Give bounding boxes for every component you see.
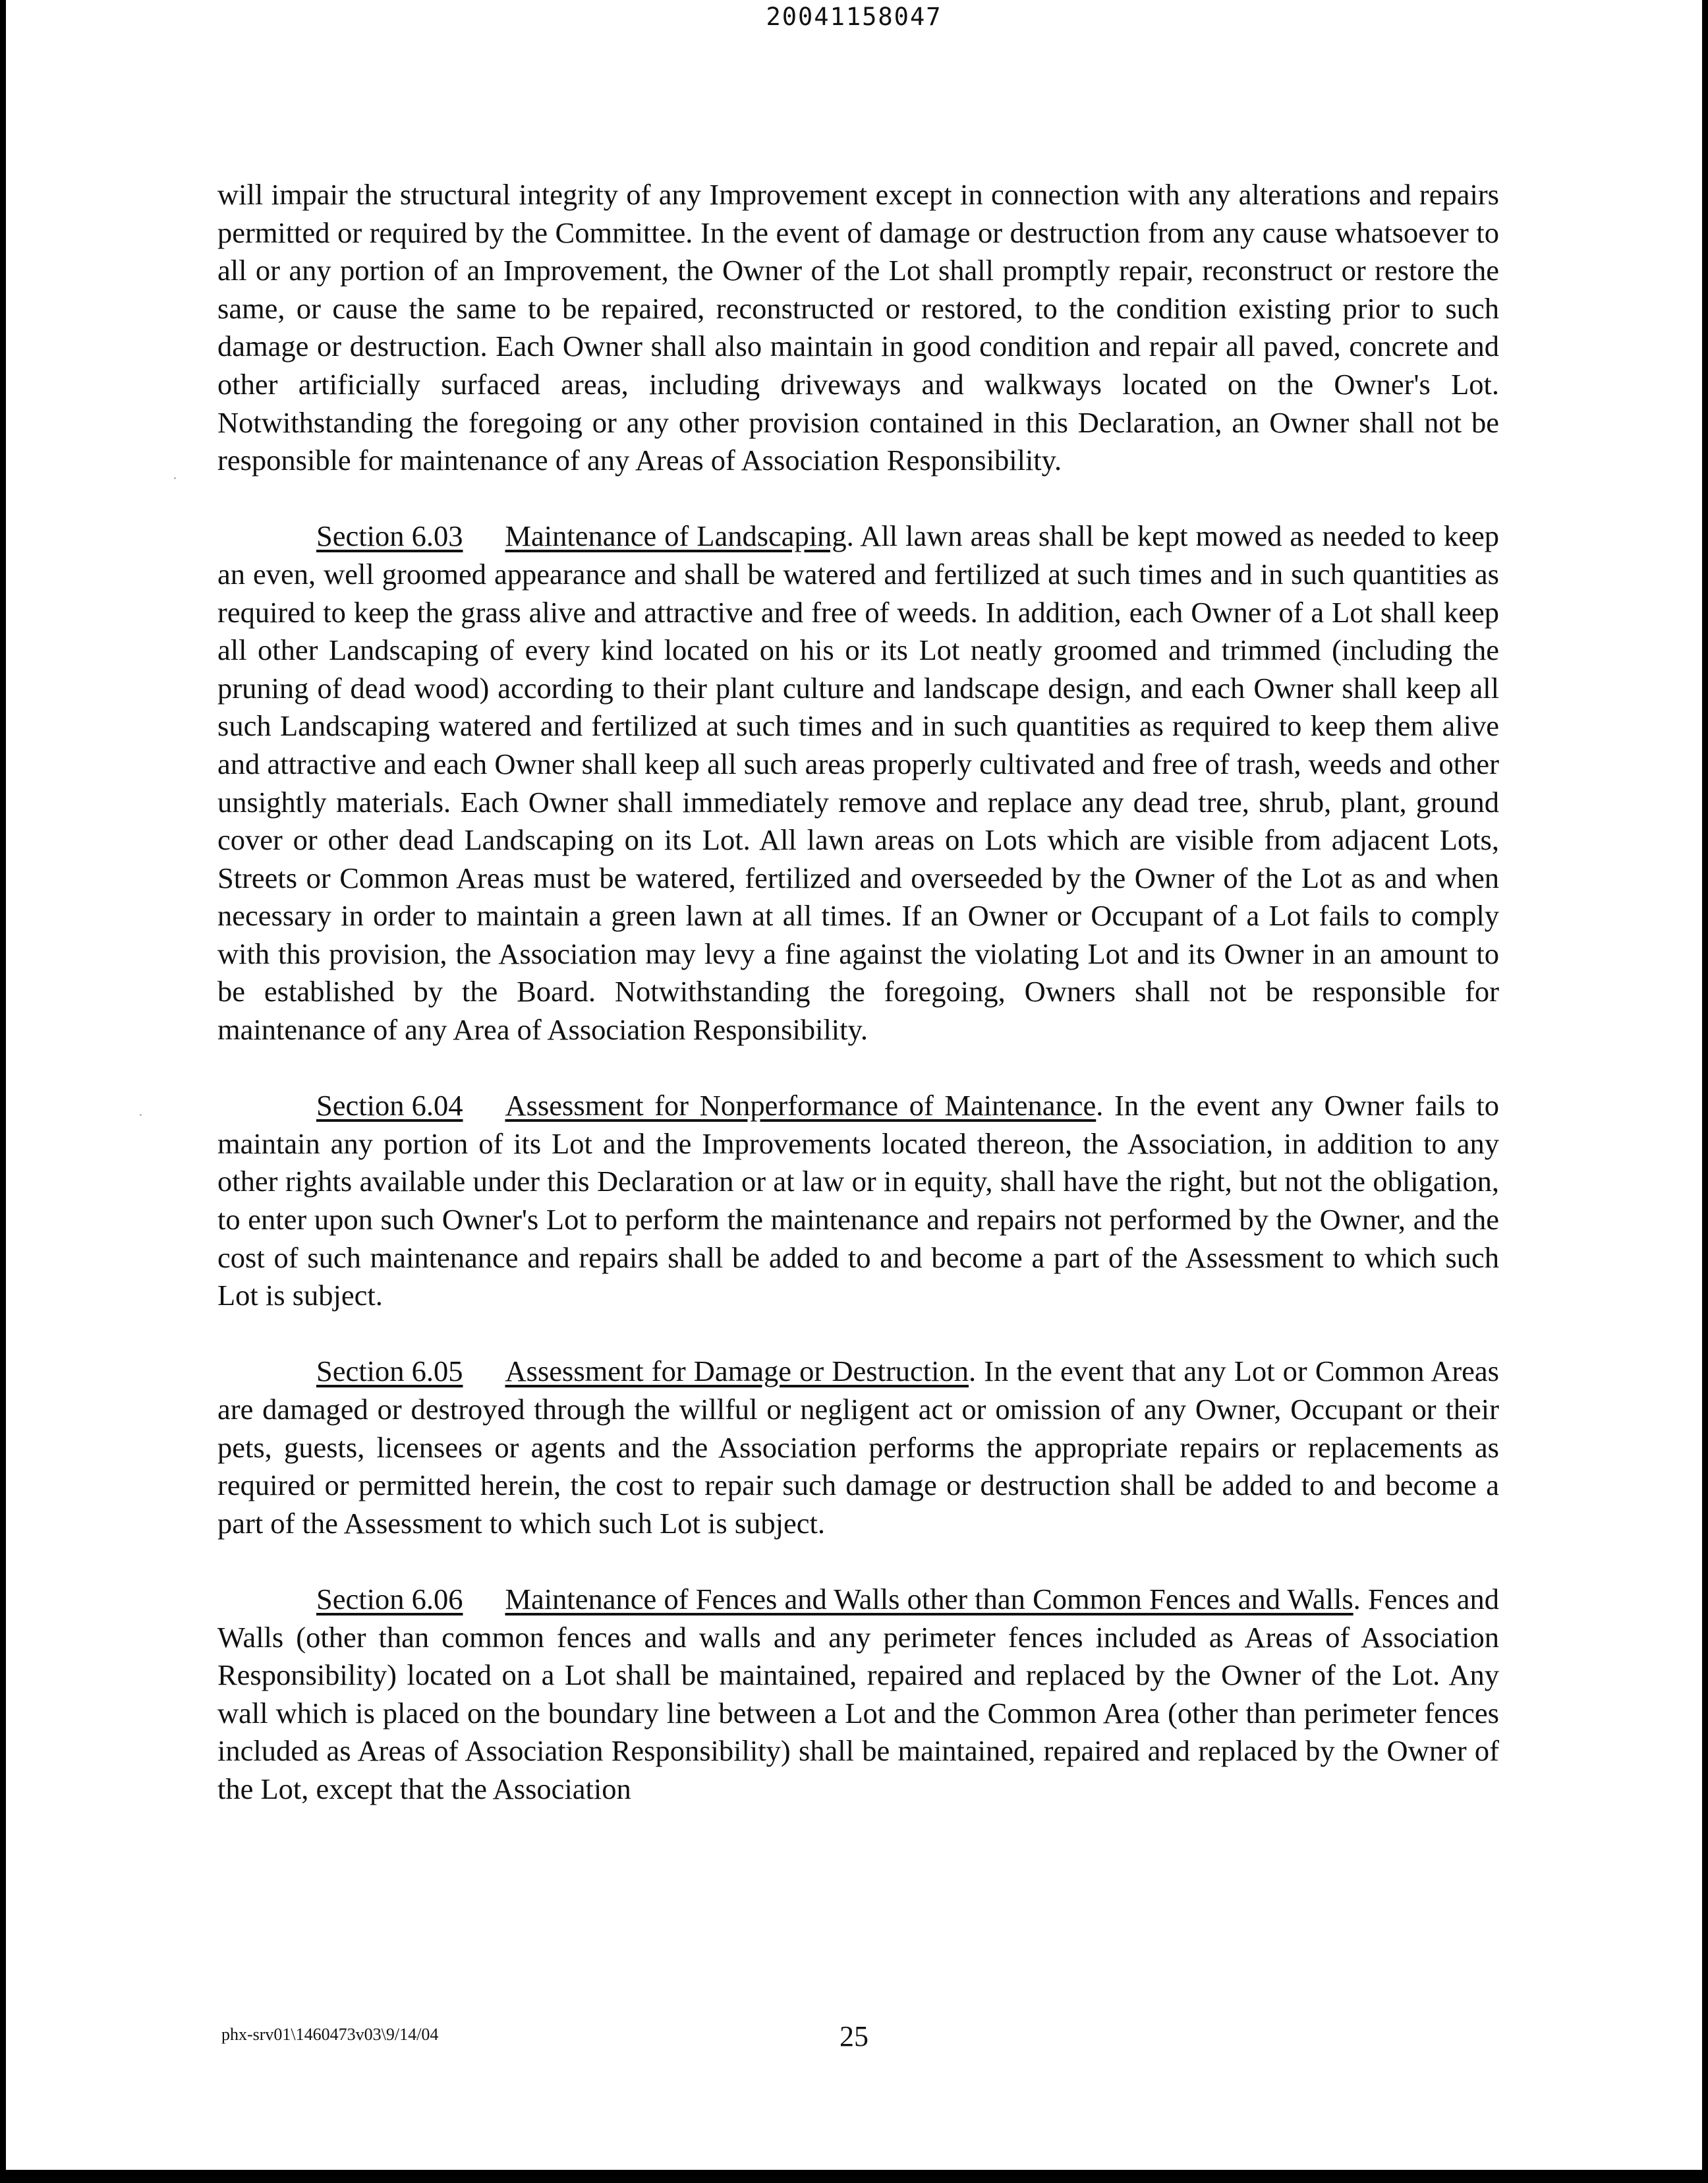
scan-border-bottom: [0, 2170, 1708, 2183]
section-title: Maintenance of Landscaping: [505, 519, 847, 553]
section-number: Section 6.03: [316, 519, 463, 553]
section-title: Assessment for Nonperformance of Maintenance: [505, 1089, 1096, 1122]
section-text: . Fences and Walls (other than common fences and walls and any perimeter fences included as Areas of Association Responsibility) located on a Lot shall be maintained, repaired and replaced by the Owner of the Lot. Any wall which is placed on the boundary line between a Lot and the Common Area (other than perimeter fences included as Areas of Association Responsibility) shall be maintained, repaired and replaced by the Owner of the Lot, except that the Association: [217, 1582, 1500, 1805]
document-id: phx-srv01\1460473v03\9/14/04: [221, 2025, 439, 2044]
page-number: 25: [840, 2020, 868, 2052]
section-text: . In the event that any Lot or Common Areas are damaged or destroyed through the willful or negligent act or omission of any Owner, Occupant or their pets, guests, licensees or agents and the Association performs the appropriate repairs or replacements as required or permitted herein, the cost to repair such damage or destruction shall be added to and become a part of the Assessment to which such Lot is subject.: [217, 1354, 1499, 1540]
section-text: . All lawn areas shall be kept mowed as needed to keep an even, well groomed appearance and shall be watered and fertilized at such times and in such quantities as required to keep the grass alive and attractive and free of weeds. In addition, each Owner of a Lot shall keep all other Landscaping of every kind located on his or its Lot neatly groomed and trimmed (including the pruning of dead wood) according to their plant culture and landscape design, and each Owner shall keep all such Landscaping watered and fertilized at such times and in such quantities as required to keep them alive and attractive and each Owner shall keep all such areas properly cultivated and free of trash, weeds and other unsightly materials. Each Owner shall immediately remove and replace any dead tree, shrub, plant, ground cover or other dead Landscaping on its Lot. All lawn areas on Lots which are visible from adjacent Lots, Streets or Common Areas must be watered, fertilized and overseeded by the Owner of the Lot as and when necessary in order to maintain a green lawn at all times. If an Owner or Occupant of a Lot fails to comply with this provision, the Association may levy a fine against the violating Lot and its Owner in an amount to be established by the Board. Notwithstanding the foregoing, Owners shall not be responsible for maintenance of any Area of Association Responsibility.: [217, 519, 1499, 1047]
continuation-paragraph: will impair the structural integrity of any Improvement except in connection with any alterations and repairs permitted or required by the Committee. In the event of damage or destruction from any cause whatsoever to all or any portion of an Improvement, the Owner of the Lot shall promptly repair, reconstruct or restore the same, or cause the same to be repaired, reconstructed or restored, to the condition existing prior to such damage or destruction. Each Owner shall also maintain in good condition and repair all paved, concrete and other artificially surfaced areas, including driveways and walkways located on the Owner's Lot. Notwithstanding the foregoing or any other provision contained in this Declaration, an Owner shall not be responsible for maintenance of any Areas of Association Responsibility.: [217, 178, 1499, 477]
section-number: Section 6.04: [316, 1089, 463, 1122]
section-number: Section 6.05: [316, 1354, 463, 1388]
section-text: . In the event any Owner fails to maintain any portion of its Lot and the Improvements located thereon, the Association, in addition to any other rights available under this Declaration or at law or in equity, shall have the right, but not the obligation, to enter upon such Owner's Lot to perform the maintenance and repairs not performed by the Owner, and the cost of such maintenance and repairs shall be added to and become a part of the Assessment to which such Lot is subject.: [217, 1089, 1499, 1312]
scan-border-left: [0, 0, 6, 2183]
section-paragraph: [217, 1581, 1499, 1809]
recording-number: 20041158047: [766, 3, 942, 31]
scan-speck: [174, 477, 176, 479]
section-paragraph: [217, 517, 1499, 1049]
section-title: Maintenance of Fences and Walls other than Common Fences and Walls: [505, 1582, 1353, 1615]
scan-speck: [140, 1114, 142, 1116]
document-body: [217, 176, 1499, 1809]
section-paragraph: [217, 1353, 1499, 1542]
section-number: Section 6.06: [316, 1582, 463, 1615]
scan-border-right: [1702, 0, 1708, 2183]
section-paragraph: [217, 1087, 1499, 1315]
section-title: Assessment for Damage or Destruction: [505, 1354, 969, 1388]
